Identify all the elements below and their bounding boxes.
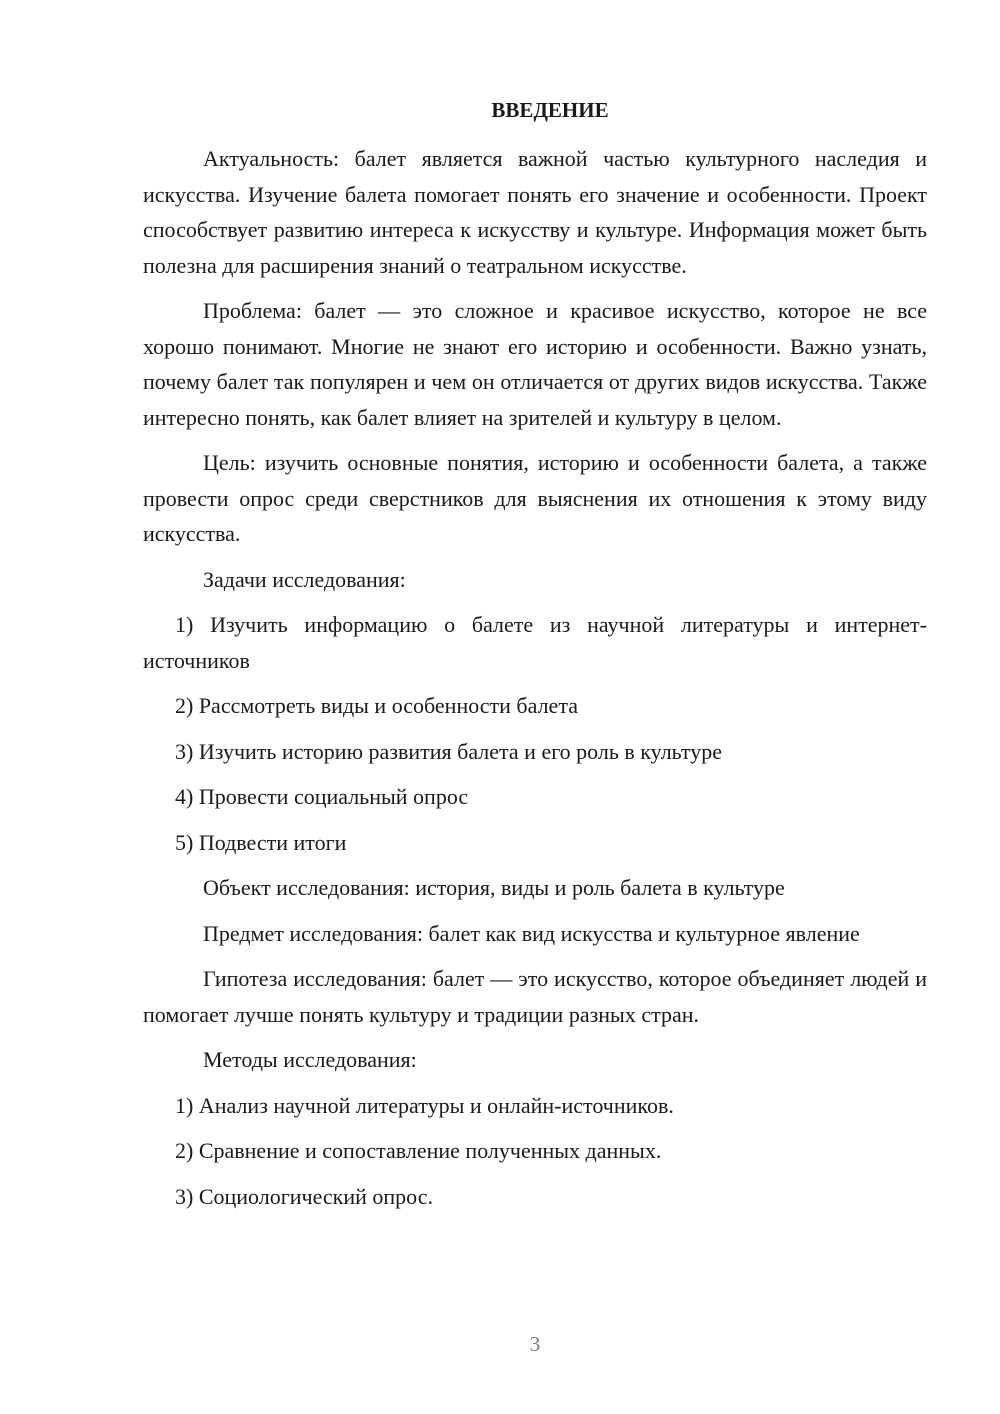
subject-paragraph: Предмет исследования: балет как вид искусства и культурное явление [203, 920, 860, 946]
list-item: 4) Провести социальный опрос [175, 784, 469, 809]
page-number: 3 [529, 1332, 541, 1356]
section-heading: ВВЕДЕНИЕ [491, 98, 609, 122]
methods-title: Методы исследования: [203, 1047, 417, 1072]
list-item: 2) Рассмотреть виды и особенности балета [175, 693, 578, 718]
list-item: 5) Подвести итоги [175, 829, 347, 855]
problem-paragraph: Проблема: балет — это сложное и красивое искусство, которое не все хорошо понимают. Многие не знают его историю и особенности. Важно узнать, почему балет так популярен и чем он отличается от других видов искусства. Также интересно понять, как балет влияет на зрителей и культуру в целом. [143, 298, 927, 430]
tasks-list [143, 607, 927, 860]
list-item: 2) Сравнение и сопоставление полученных данных. [175, 1138, 662, 1163]
list-item: 1) Анализ научной литературы и онлайн-источников. [175, 1092, 674, 1118]
goal-paragraph: Цель: изучить основные понятия, историю и особенности балета, а также провести опрос среди сверстников для выяснения их отношения к этому виду искусства. [143, 450, 927, 546]
page-body [143, 93, 927, 1224]
hypothesis-paragraph: Гипотеза исследования: балет — это искусство, которое объединяет людей и помогает лучше понять культуру и традиции разных стран. [143, 966, 927, 1027]
list-item: 1) Изучить информацию о балете из научной литературы и интернет-источников [143, 612, 927, 673]
methods-list [143, 1088, 927, 1215]
object-paragraph: Объект исследования: история, виды и роль балета в культуре [203, 875, 785, 900]
tasks-title: Задачи исследования: [203, 566, 406, 592]
relevance-paragraph: Актуальность: балет является важной частью культурного наследия и искусства. Изучение балета помогает понять его значение и особенности. Проект способствует развитию интереса к искусству и культуре. Информация может быть полезна для расширения знаний о театральном искусстве. [143, 146, 927, 278]
list-item: 3) Социологический опрос. [175, 1183, 433, 1209]
list-item: 3) Изучить историю развития балета и его роль в культуре [175, 738, 722, 764]
